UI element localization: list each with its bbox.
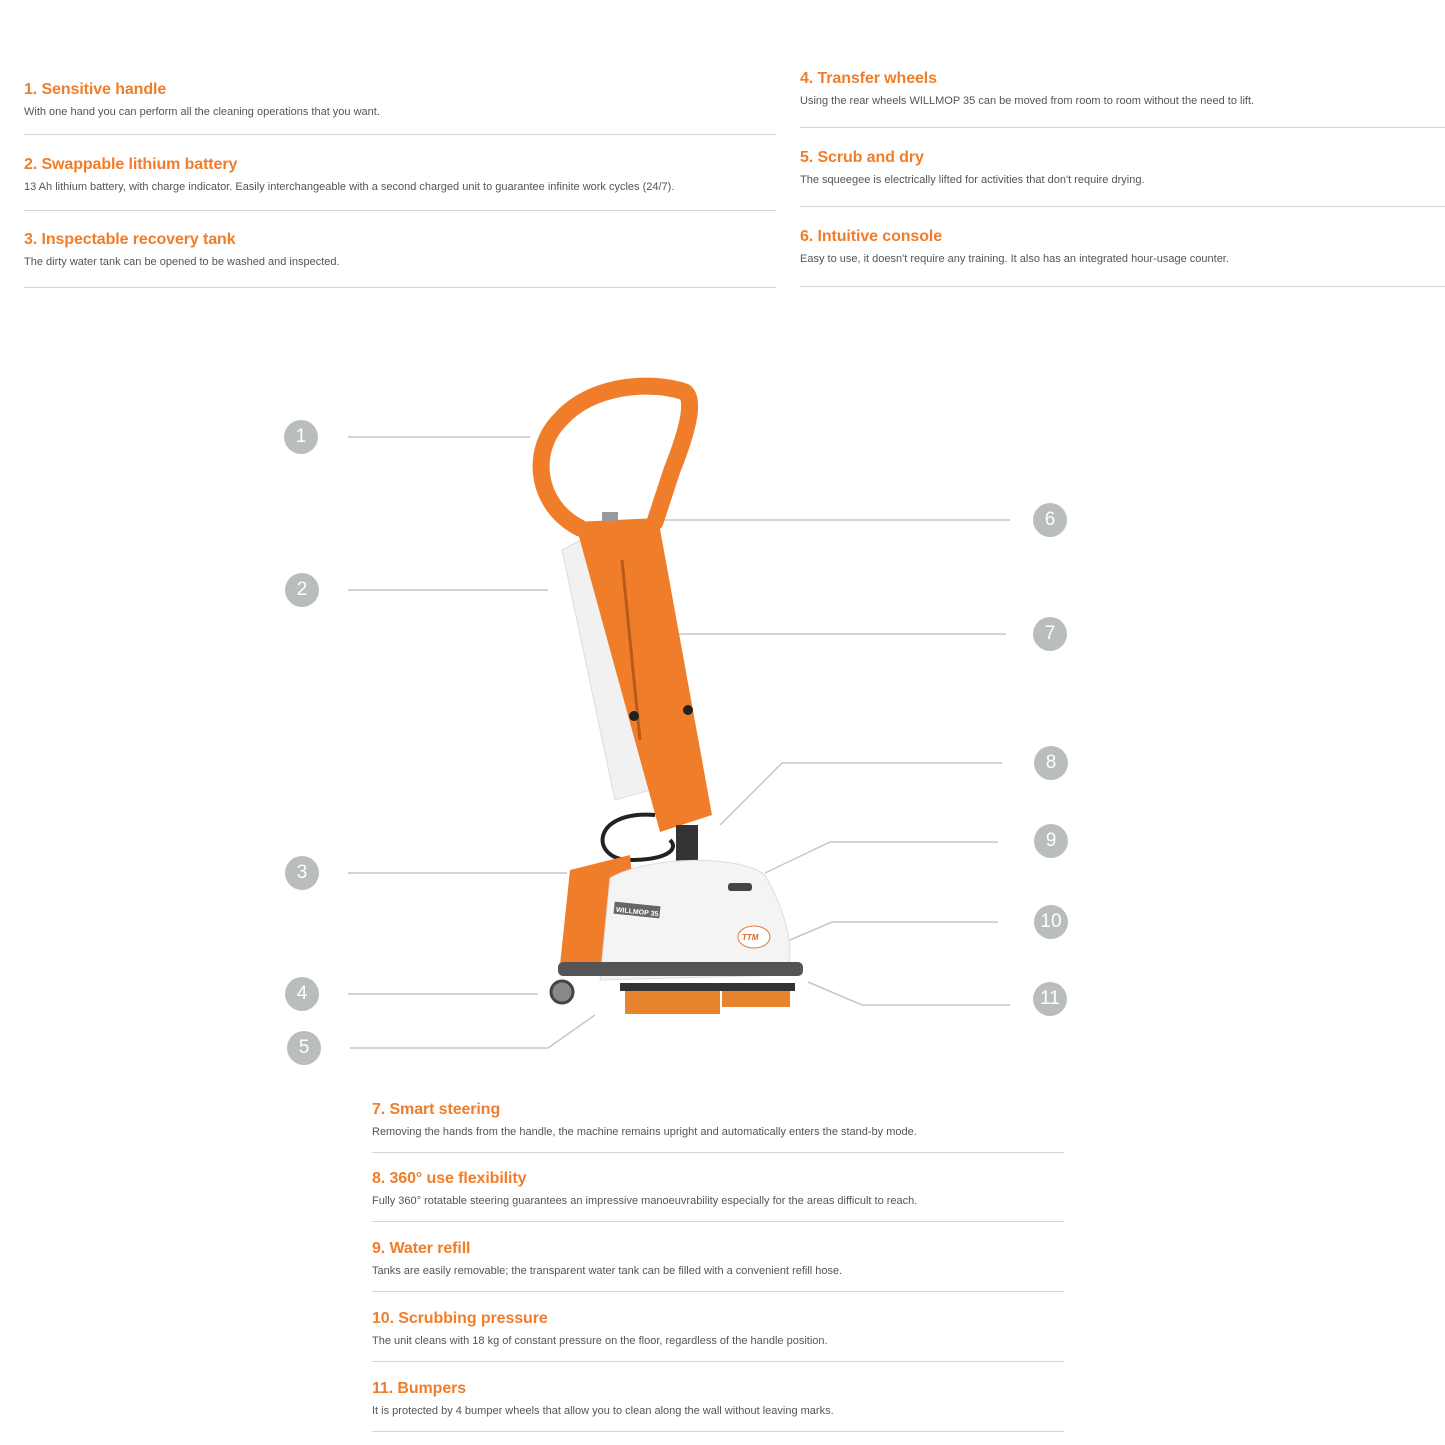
callout-4[interactable]: 4 <box>285 977 319 1011</box>
callout-1[interactable]: 1 <box>284 420 318 454</box>
callout-6[interactable]: 6 <box>1033 503 1067 537</box>
feature-title: 3. Inspectable recovery tank <box>24 231 236 248</box>
feature-desc: It is protected by 4 bumper wheels that allow you to clean along the wall without leaving marks. <box>372 1405 834 1417</box>
feature-title: 7. Smart steering <box>372 1101 501 1118</box>
callout-10[interactable]: 10 <box>1034 905 1068 939</box>
leader-line-5 <box>350 1015 595 1048</box>
feature-desc: 13 Ah lithium battery, with charge indicator. Easily interchangeable with a second charged unit to guarantee infinite work cycles (24/7). <box>24 181 675 193</box>
feature-desc: Using the rear wheels WILLMOP 35 can be moved from room to room without the need to lift. <box>800 95 1255 107</box>
floor-scrubber-machine <box>541 386 803 1014</box>
feature-title: 8. 360° use flexibility <box>372 1170 527 1187</box>
callout-3[interactable]: 3 <box>285 856 319 890</box>
feature-title: 2. Swappable lithium battery <box>24 156 238 173</box>
callout-7[interactable]: 7 <box>1033 617 1067 651</box>
feature-title: 9. Water refill <box>372 1240 471 1257</box>
feature-desc: The dirty water tank can be opened to be washed and inspected. <box>24 256 340 268</box>
callout-9[interactable]: 9 <box>1034 824 1068 858</box>
leader-line-9 <box>765 842 998 873</box>
callout-2[interactable]: 2 <box>285 573 319 607</box>
feature-title: 5. Scrub and dry <box>800 149 924 166</box>
callout-11[interactable]: 11 <box>1033 982 1067 1016</box>
feature-desc: The unit cleans with 18 kg of constant pressure on the floor, regardless of the handle position. <box>372 1335 828 1347</box>
feature-title: 4. Transfer wheels <box>800 70 937 87</box>
feature-desc: Easy to use, it doesn't require any training. It also has an integrated hour-usage counter. <box>800 253 1229 265</box>
leader-line-8 <box>720 763 1002 825</box>
brush <box>625 990 720 1014</box>
feature-desc: With one hand you can perform all the cleaning operations that you want. <box>24 106 380 118</box>
feature-desc: The squeegee is electrically lifted for activities that don't require drying. <box>800 174 1145 186</box>
feature-desc: Fully 360° rotatable steering guarantees an impressive manoeuvrability especially for the areas difficult to reach. <box>372 1195 918 1207</box>
feature-desc: Removing the hands from the handle, the machine remains upright and automatically enters the stand-by mode. <box>372 1126 917 1138</box>
feature-desc: Tanks are easily removable; the transparent water tank can be filled with a convenient refill hose. <box>372 1265 843 1277</box>
model-label: WILLMOP 35 <box>615 906 659 919</box>
feature-title: 1. Sensitive handle <box>24 81 167 98</box>
callout-5[interactable]: 5 <box>287 1031 321 1065</box>
leader-line-11 <box>808 982 1010 1005</box>
leader-line-10 <box>790 922 998 940</box>
feature-title: 6. Intuitive console <box>800 228 943 245</box>
svg-text:TTM: TTM <box>742 933 759 942</box>
handle <box>541 386 690 528</box>
feature-title: 11. Bumpers <box>372 1380 467 1397</box>
transfer-wheel <box>551 981 573 1003</box>
callout-8[interactable]: 8 <box>1034 746 1068 780</box>
feature-title: 10. Scrubbing pressure <box>372 1310 548 1327</box>
